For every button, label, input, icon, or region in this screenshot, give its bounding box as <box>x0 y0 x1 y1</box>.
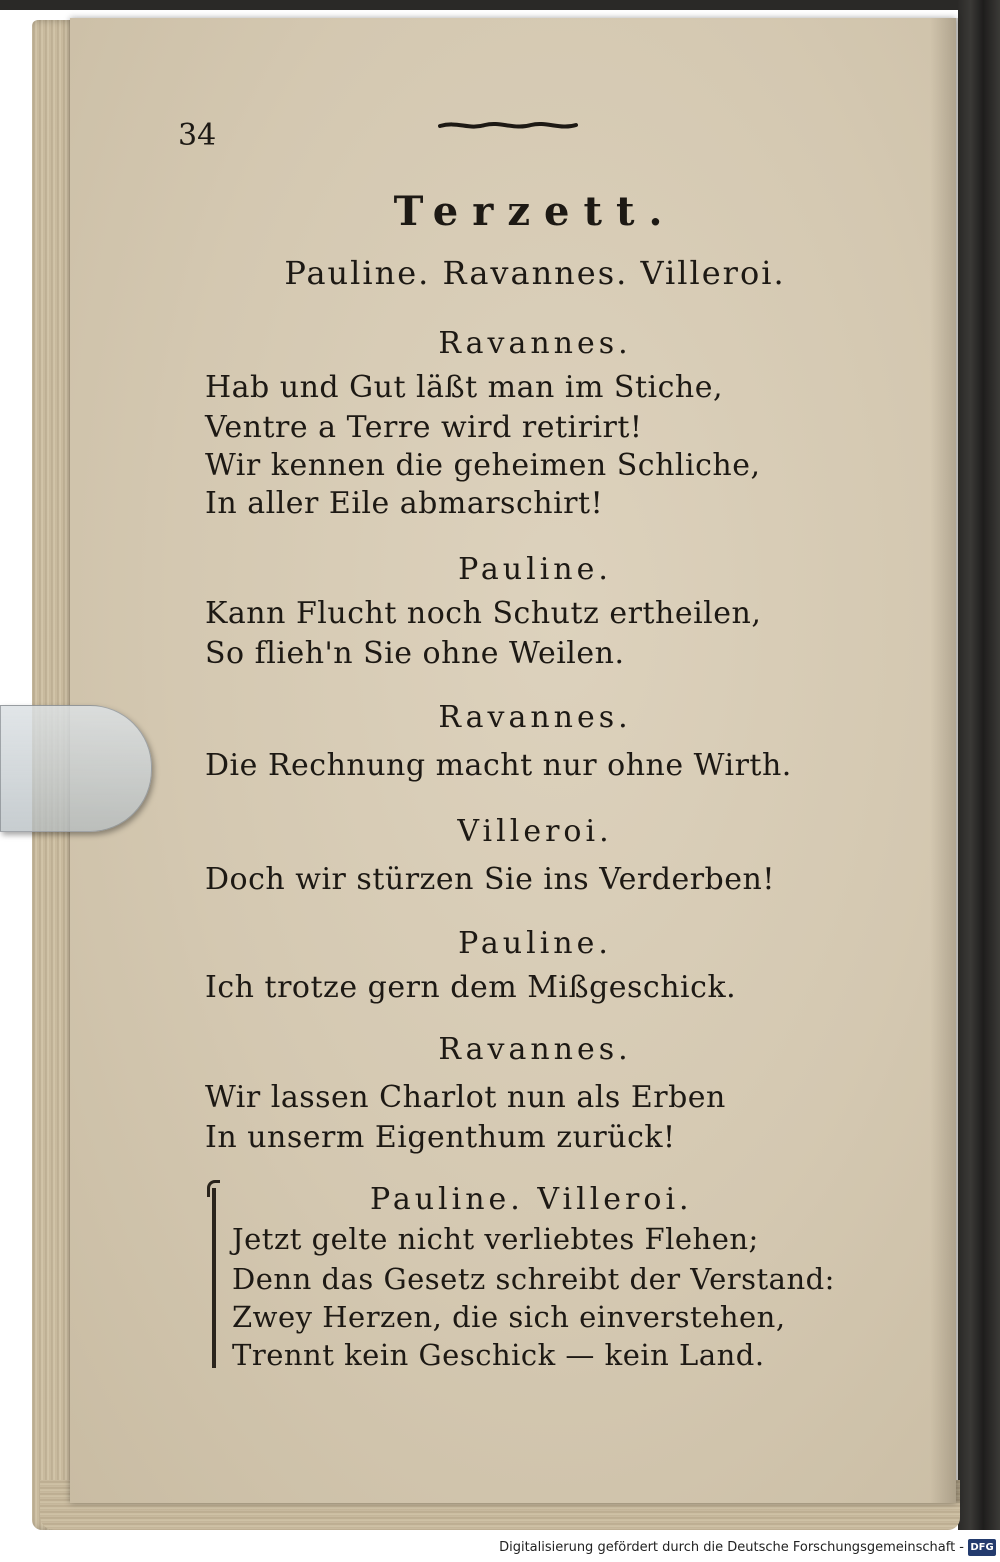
verse-line: Jetzt gelte nicht verliebtes Flehen; <box>232 1222 759 1256</box>
verse-line: Kann Flucht noch Schutz ertheilen, <box>205 596 762 631</box>
speaker-name: Pauline. <box>458 926 612 961</box>
verse-line: Trennt kein Geschick — kein Land. <box>232 1338 765 1372</box>
bracket-line <box>212 1188 216 1368</box>
page-number: 34 <box>178 118 217 153</box>
verse-line: Doch wir stürzen Sie ins Verderben! <box>205 862 775 897</box>
gutter-shadow <box>930 18 960 1503</box>
verse-line: Wir lassen Charlot nun als Erben <box>205 1080 726 1115</box>
verse-line: So flieh'n Sie ohne Weilen. <box>205 636 625 671</box>
speaker-name: Ravannes. <box>438 700 632 735</box>
verse-line: In aller Eile abmarschirt! <box>205 486 604 521</box>
verse-line: Ventre a Terre wird retirirt! <box>205 410 643 445</box>
ornament-rule-icon <box>438 119 578 131</box>
speaker-name: Villeroi. <box>457 814 613 849</box>
cast-list: Pauline. Ravannes. Villeroi. <box>284 254 786 292</box>
verse-line: Ich trotze gern dem Mißgeschick. <box>205 970 737 1005</box>
verse-line: In unserm Eigenthum zurück! <box>205 1120 676 1155</box>
scanner-bed-top <box>0 0 1000 10</box>
speaker-name: Pauline. Villeroi. <box>370 1182 693 1217</box>
verse-line: Wir kennen die geheimen Schliche, <box>205 448 761 483</box>
scanner-bed-edge <box>958 0 1000 1530</box>
speaker-name: Ravannes. <box>438 1032 632 1067</box>
speaker-name: Pauline. <box>458 552 612 587</box>
page-holder-clip <box>0 705 152 832</box>
verse-line: Die Rechnung macht nur ohne Wirth. <box>205 748 792 783</box>
section-heading: Terzett. <box>393 188 677 235</box>
verse-line: Hab und Gut läßt man im Stiche, <box>205 370 724 405</box>
verse-line: Denn das Gesetz schreibt der Verstand: <box>232 1262 835 1296</box>
verse-line: Zwey Herzen, die sich einverstehen, <box>232 1300 786 1334</box>
digitization-credit: Digitalisierung gefördert durch die Deutsche Forschungsgemeinschaft - <box>499 1540 964 1555</box>
speaker-name: Ravannes. <box>438 326 632 361</box>
dfg-logo: DFG <box>968 1539 996 1556</box>
